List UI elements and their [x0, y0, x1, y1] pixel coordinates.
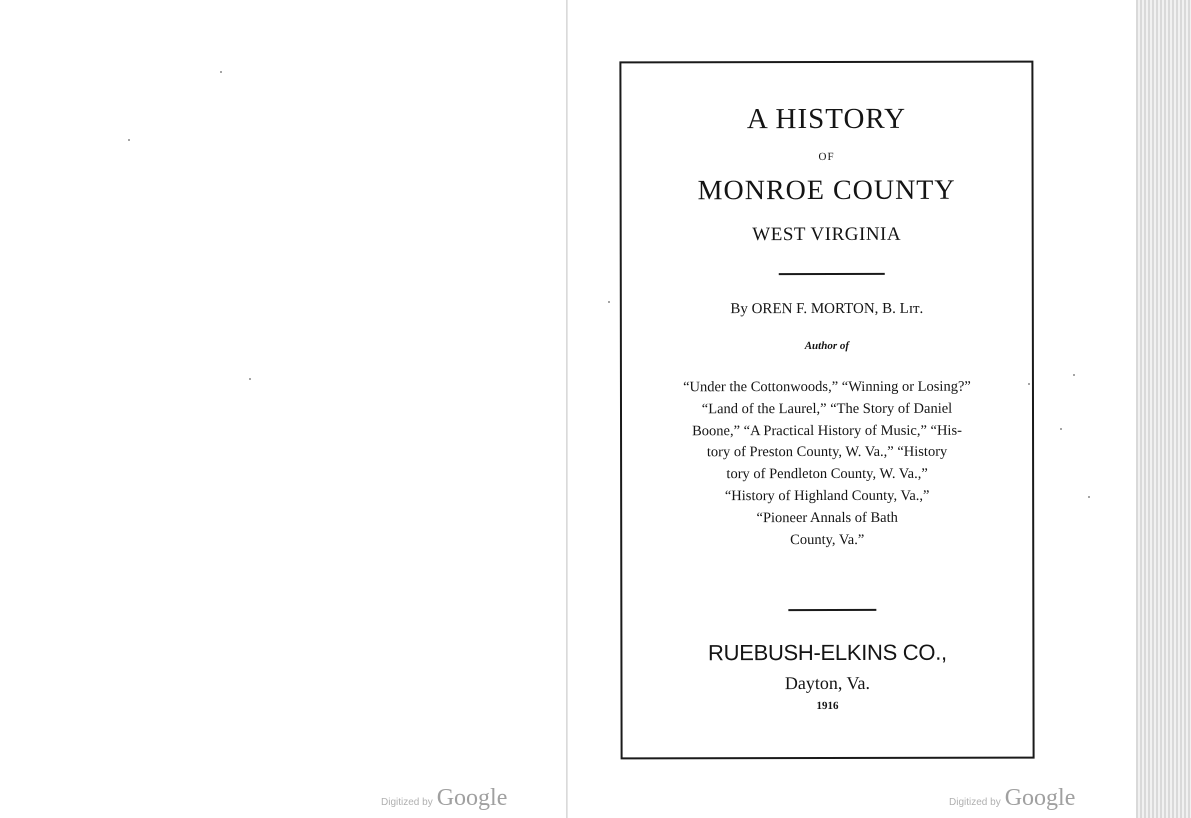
title-of: OF — [818, 150, 835, 164]
scan-speck — [1088, 496, 1090, 498]
right-page[interactable] — [568, 0, 1136, 818]
scan-speck — [1028, 383, 1030, 385]
divider-rule — [779, 273, 885, 275]
works-line: “Pioneer Annals of Bath — [756, 509, 898, 526]
divider-rule — [788, 609, 876, 611]
title-line-1: A HISTORY — [746, 102, 907, 136]
scan-speck — [128, 139, 130, 141]
google-watermark — [949, 785, 1075, 812]
scan-speck — [220, 71, 222, 73]
author-of-label: Author of — [804, 339, 850, 353]
google-logo: Google — [436, 785, 508, 811]
publication-place: Dayton, Va. — [784, 672, 871, 694]
watermark-prefix: Digitized by — [381, 797, 433, 808]
title-page-frame — [619, 61, 1034, 760]
works-line: “Under the Cottonwoods,” “Winning or Losing?” — [683, 378, 971, 396]
works-line: “Land of the Laurel,” “The Story of Daniel — [701, 400, 953, 418]
publisher: RUEBUSH-ELKINS CO., — [707, 639, 947, 666]
scan-speck — [1060, 428, 1062, 430]
works-line: “History of Highland County, Va.,” — [724, 487, 930, 505]
scan-speck — [249, 378, 251, 380]
page-stack-edges — [1136, 0, 1191, 818]
google-watermark — [381, 785, 507, 812]
publication-year: 1916 — [816, 699, 839, 713]
title-line-2: MONROE COUNTY — [697, 174, 956, 207]
scan-speck — [608, 301, 610, 303]
scan-speck — [1073, 374, 1075, 376]
works-list — [622, 377, 1032, 552]
works-line: Boone,” “A Practical History of Music,” “His- — [692, 422, 962, 439]
google-logo: Google — [1004, 785, 1076, 811]
title-line-3: WEST VIRGINIA — [752, 223, 902, 246]
works-line: County, Va.” — [790, 531, 865, 548]
watermark-prefix: Digitized by — [949, 797, 1001, 808]
left-page[interactable] — [0, 0, 566, 818]
author-line: By OREN F. MORTON, B. Lɪᴛ. — [730, 300, 924, 318]
works-line: tory of Preston County, W. Va.,” “History — [706, 444, 948, 461]
works-line: tory of Pendleton County, W. Va.,” — [726, 466, 928, 483]
